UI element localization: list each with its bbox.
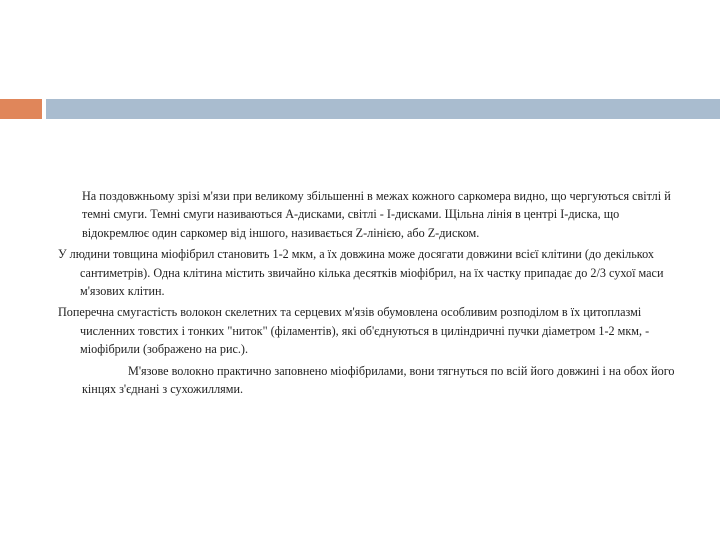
slide-body: [58, 187, 688, 398]
paragraph-striation: Поперечна смугастість волокон скелетних та серцевих м'язів обумовлена особливим розподілом в їх цитоплазмі численних товстих і тонких "ниток" (філаментів), які об'єднуються в циліндричні пучки діаметром 1-2 мкм, - міофібрили (зображено на рис.).: [58, 305, 650, 357]
title-bar: [46, 99, 720, 119]
paragraph-myofibril-size: У людини товщина міофібрил становить 1-2 мкм, а їх довжина може досягати довжини всієї клітини (до декількох сантиметрів). Одна клітина містить звичайно кілька десятків міофібрил, на їх частку припадає до 2/3 сухої маси м'язових клітин.: [58, 247, 664, 299]
accent-bar: [0, 99, 42, 119]
paragraph-muscle-fiber: М'язове волокно практично заповнено міофібрилами, вони тягнуться по всій його довжині і на обох його кінцях з'єднані з сухожиллями.: [82, 363, 675, 397]
paragraph-sarcomere: На поздовжньому зрізі м'язи при великому збільшенні в межах кожного саркомера видно, що чергуються світлі й темні смуги. Темні смуги називаються А-дисками, світлі - І-дисками. Щільна лінія в центрі І-диска, що відокремлює один саркомер від іншого, називається Z-лінією, або Z-диском.: [82, 189, 671, 240]
